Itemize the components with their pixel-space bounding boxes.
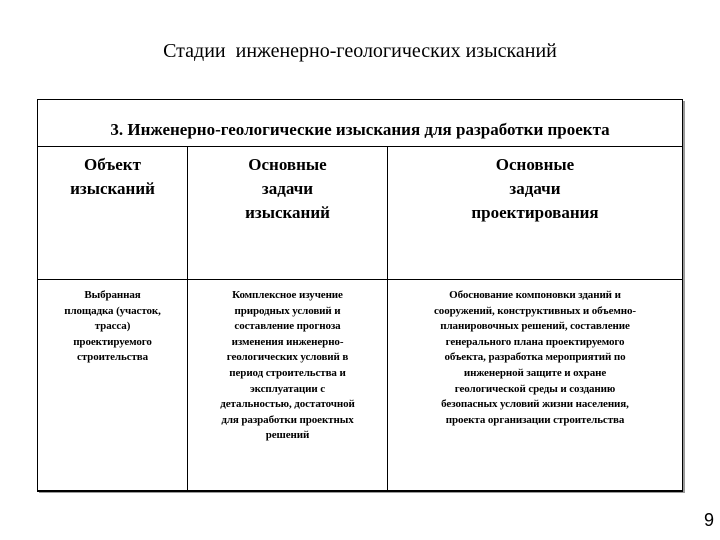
header-survey-tasks: Основные задачи изысканий xyxy=(188,147,388,280)
slide-title: Стадии инженерно-геологических изысканий xyxy=(163,40,557,62)
stages-table xyxy=(37,146,683,492)
header-design-tasks: Основные задачи проектирования xyxy=(388,147,683,280)
table-header-row xyxy=(38,147,683,280)
cell-design-tasks: Обоснование компоновки зданий и сооружений, конструктивных и объемно- планировочных решений, составление генерального плана проектируемого объекта, разработка мероприятий по инженерной защите и охране геологической среды и созданию безопасных условий жизни населения, проекта организации строительства xyxy=(388,280,683,492)
cell-survey-tasks: Комплексное изучение природных условий и составление прогноза изменения инженерно- геологических условий в период строительства и эксплуатации с детальностью, достаточной для разработки проектных решений xyxy=(188,280,388,492)
table-row xyxy=(38,280,683,492)
section-header: 3. Инженерно-геологические изыскания для разработки проекта xyxy=(110,120,610,139)
page-number: 9 xyxy=(703,510,714,530)
content-frame xyxy=(37,99,683,491)
cell-object: Выбранная площадка (участок, трасса) проектируемого строительства xyxy=(38,280,188,492)
header-object: Объект изысканий xyxy=(38,147,188,280)
